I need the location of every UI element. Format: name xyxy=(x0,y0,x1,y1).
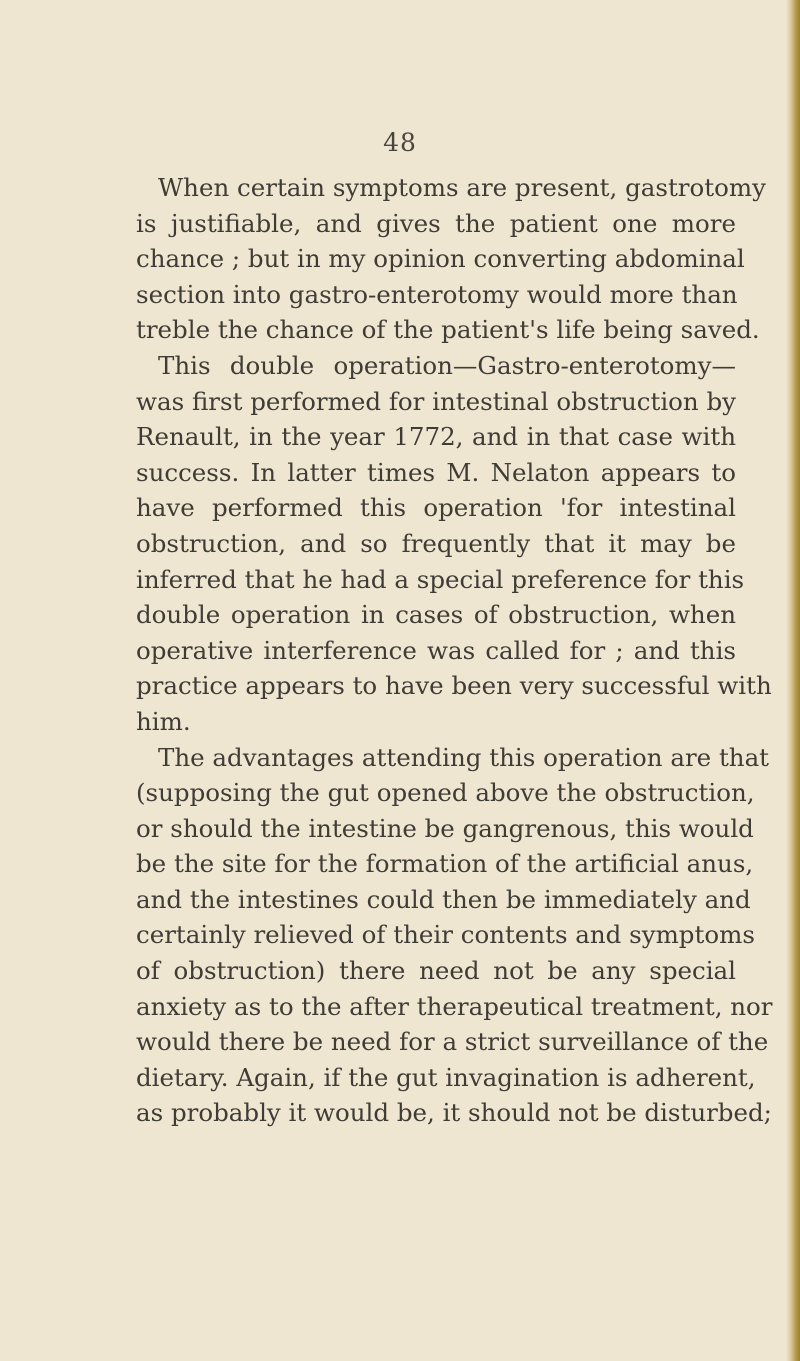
text-line: inferred that he had a special preference for this xyxy=(136,564,745,594)
text-line: or should the intestine be gangrenous, this would xyxy=(136,813,754,843)
text-line: double operation in cases of obstruction, when xyxy=(136,600,736,630)
page-number: 48 xyxy=(383,128,417,157)
text-line: (supposing the gut opened above the obstruction, xyxy=(136,778,755,808)
text-line: Renault, in the year 1772, and in that case with xyxy=(136,422,736,452)
text-line: is justifiable, and gives the patient one more xyxy=(136,208,736,238)
text-line: anxiety as to the after therapeutical treatment, nor xyxy=(136,991,773,1021)
text-line: as probably it would be, it should not be disturbed; xyxy=(136,1098,772,1128)
body-text xyxy=(136,170,773,1131)
text-line: him. xyxy=(136,706,191,736)
text-line: chance ; but in my opinion converting abdominal xyxy=(136,244,745,274)
text-line: practice appears to have been very successful with xyxy=(136,671,772,701)
text-line: and the intestines could then be immediately and xyxy=(136,884,751,914)
text-line: certainly relieved of their contents and symptoms xyxy=(136,920,755,950)
text-line: success. In latter times M. Nelaton appears to xyxy=(136,457,736,487)
text-line: obstruction, and so frequently that it may be xyxy=(136,528,736,558)
text-line: dietary. Again, if the gut invagination is adherent, xyxy=(136,1062,756,1092)
text-line: When certain symptoms are present, gastrotomy xyxy=(158,173,766,202)
text-line: be the site for the formation of the artificial anus, xyxy=(136,849,754,879)
text-line: This double operation—Gastro-enterotomy— xyxy=(158,350,736,380)
text-line: have performed this operation 'for intestinal xyxy=(136,493,736,523)
text-line: treble the chance of the patient's life being saved. xyxy=(136,315,760,345)
text-line: The advantages attending this operation are that xyxy=(158,742,770,772)
text-line: operative interference was called for ; and this xyxy=(136,635,736,665)
text-line: section into gastro-enterotomy would more than xyxy=(136,279,738,309)
text-line: would there be need for a strict surveillance of the xyxy=(136,1027,769,1057)
page-edge-binding xyxy=(786,0,800,1361)
text-line: was first performed for intestinal obstruction by xyxy=(136,386,736,416)
text-line: of obstruction) there need not be any special xyxy=(136,956,736,986)
